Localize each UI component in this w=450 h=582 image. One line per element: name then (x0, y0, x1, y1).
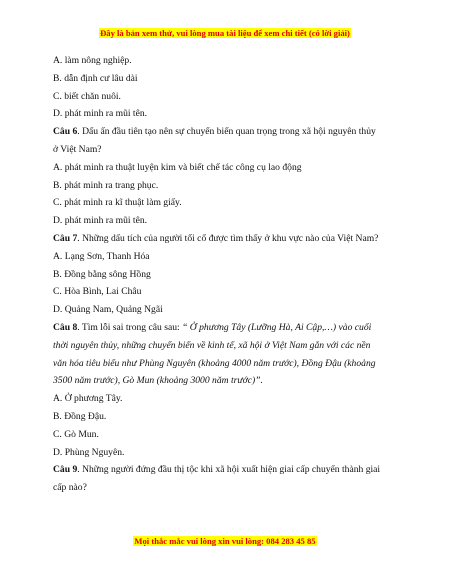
question-9-label: Câu 9 (53, 464, 78, 476)
question-7-text: . Những dấu tích của người tối cổ được tìm thấy ở khu vực nào của Việt Nam? (77, 232, 379, 244)
q6-option-c: C. phát minh ra kĩ thuật làm giấy. (53, 197, 182, 209)
preview-notice-banner (0, 28, 450, 38)
document-body (53, 52, 383, 497)
contact-notice-banner (0, 536, 450, 546)
q5-option-b: B. dẫn định cư lâu dài (53, 72, 138, 84)
q8-option-b: B. Đồng Đậu. (53, 410, 107, 422)
question-8-quote: “ Ở phương Tây (Lưỡng Hà, Ai Cập,…) vào cuối thời nguyên thủy, những chuyển biến về kinh tế, xã hội ở Việt Nam gắn với các nền văn hóa tiêu biểu như Phùng Nguyên (khoảng 4000 năm trước), Đồng Đậu (khoảng 3500 năm trước), Gò Mun (khoảng 3000 năm trước)”. (53, 321, 376, 387)
question-6-text: . Dấu ấn đầu tiên tạo nên sự chuyển biến quan trọng trong xã hội nguyên thủy ở Việt Nam? (53, 126, 376, 155)
q5-option-d: D. phát minh ra mũi tên. (53, 108, 148, 120)
question-8-label: Câu 8 (53, 321, 78, 333)
question-9-text: . Những người đứng đầu thị tộc khi xã hội xuất hiện giai cấp chuyển thành giai cấp nào? (53, 464, 381, 494)
q6-option-a: A. phát minh ra thuật luyện kim và biết chế tác công cụ lao động (53, 161, 302, 173)
question-7-label: Câu 7 (53, 232, 78, 244)
q6-option-b: B. phát minh ra trang phục. (53, 179, 159, 191)
q5-option-c: C. biết chăn nuôi. (53, 90, 121, 102)
q8-option-a: A. Ở phương Tây. (53, 393, 123, 405)
q5-option-a: A. làm nông nghiệp. (53, 55, 132, 66)
question-6 (53, 123, 383, 159)
question-6-label: Câu 6 (53, 126, 78, 138)
question-8-text: . Tìm lỗi sai trong câu sau: (77, 321, 183, 333)
q7-option-b: B. Đồng bằng sông Hồng (53, 268, 151, 280)
q7-option-a: A. Lạng Sơn, Thanh Hóa (53, 250, 150, 262)
contact-notice-text: Mọi thắc mắc vui lòng xin vui lòng: 084 283 45 85 (134, 536, 316, 546)
q8-option-d: D. Phùng Nguyên. (53, 446, 125, 458)
preview-notice-text: Đây là bản xem thử, vui lòng mua tài liệu để xem chi tiết (có lời giải) (100, 28, 350, 38)
q7-option-d: D. Quảng Nam, Quảng Ngãi (53, 304, 163, 316)
question-9 (53, 461, 383, 497)
q7-option-c: C. Hòa Bình, Lai Châu (53, 286, 142, 298)
question-7 (53, 230, 383, 248)
question-8 (53, 319, 383, 390)
q6-option-d: D. phát minh ra mũi tên. (53, 215, 148, 227)
q8-option-c: C. Gò Mun. (53, 428, 99, 440)
